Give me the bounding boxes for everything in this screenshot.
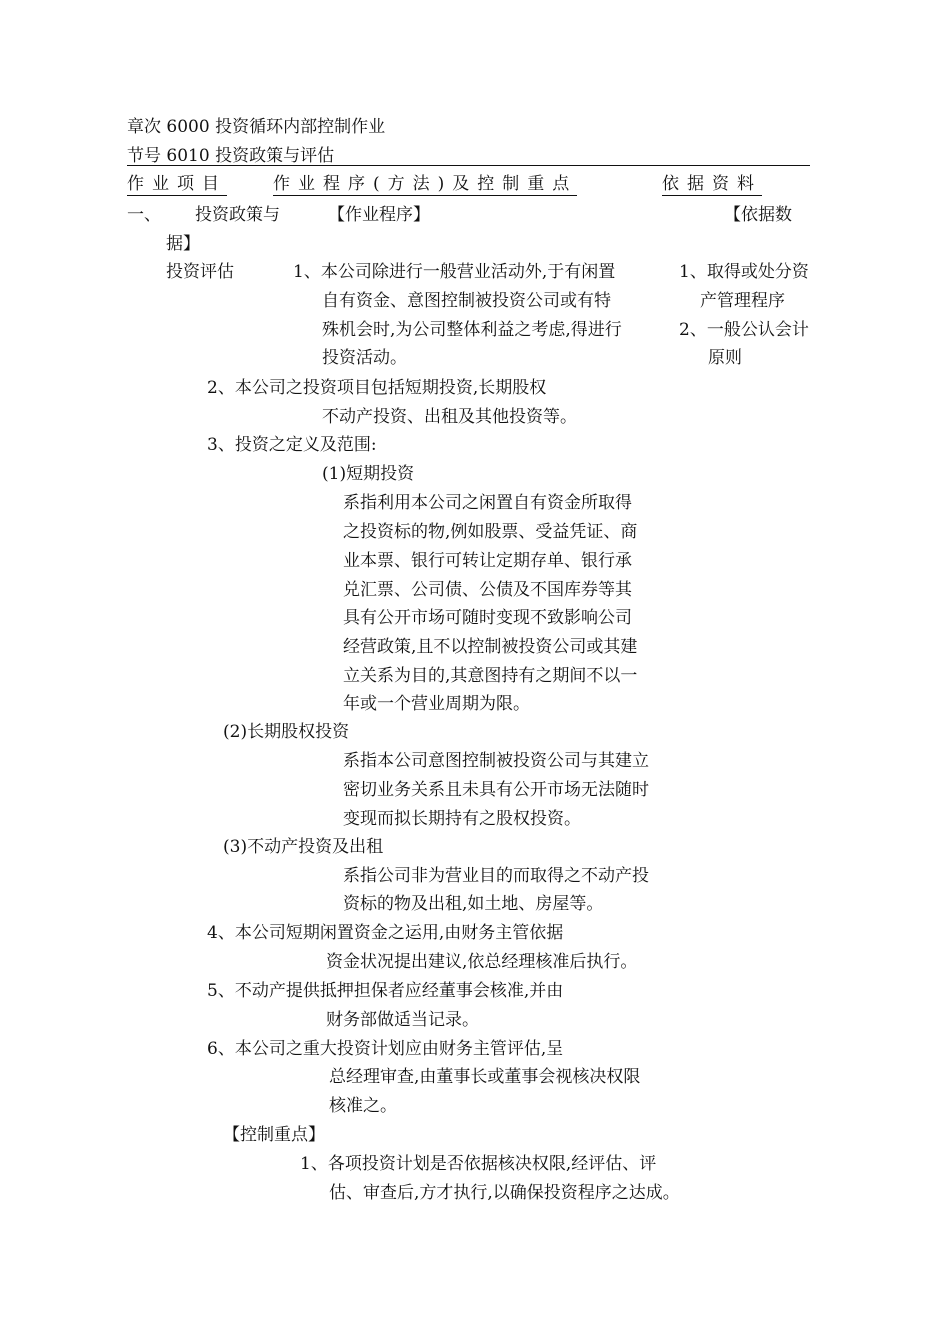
short-term-investment-line: 立关系为目的,其意图持有之期间不以一: [343, 666, 638, 686]
short-term-investment-line: 年或一个营业周期为限。: [343, 694, 530, 714]
short-term-investment-line: 系指利用本公司之闲置自有资金所取得: [343, 493, 632, 513]
procedure-1-line: 1、本公司除进行一般营业活动外,于有闲置: [293, 262, 616, 282]
long-term-equity-title: (2)长期股权投资: [223, 722, 350, 742]
procedure-2-line: 不动产投资、出租及其他投资等。: [322, 407, 577, 427]
procedure-1-line: 自有资金、意图控制被投资公司或有特: [322, 291, 611, 311]
reference-heading: 【依据数: [724, 205, 792, 225]
section-title: 节号 6010 投资政策与评估: [127, 146, 335, 166]
short-term-investment-line: 兑汇票、公司债、公债及不国库券等其: [343, 580, 632, 600]
reference-item-2-cont: 原则: [708, 348, 742, 368]
column-header-item: 作业项目: [127, 174, 227, 194]
procedure-6-line: 总经理审查,由董事长或董事会视核决权限: [329, 1067, 641, 1087]
procedure-2-line: 2、本公司之投资项目包括短期投资,长期股权: [207, 378, 547, 398]
real-estate-title: (3)不动产投资及出租: [223, 837, 384, 857]
header-rule: [127, 165, 810, 166]
procedure-4-line: 资金状况提出建议,依总经理核准后执行。: [326, 952, 638, 972]
item-number: 一、: [127, 205, 161, 225]
control-item-line: 1、各项投资计划是否依据核决权限,经评估、评: [300, 1154, 657, 1174]
item-title-line2: 投资评估: [166, 262, 234, 282]
short-term-investment-line: 业本票、银行可转让定期存单、银行承: [343, 551, 632, 571]
short-term-investment-line: 具有公开市场可随时变现不致影响公司: [343, 608, 632, 628]
long-term-equity-line: 密切业务关系且未具有公开市场无法随时: [343, 780, 649, 800]
column-header-procedure: 作业程序(方法)及控制重点: [273, 174, 578, 194]
procedure-heading: 【作业程序】: [328, 205, 430, 225]
control-heading: 【控制重点】: [223, 1125, 325, 1145]
procedure-6-line: 6、本公司之重大投资计划应由财务主管评估,呈: [207, 1039, 564, 1059]
real-estate-line: 系指公司非为营业目的而取得之不动产投: [343, 866, 649, 886]
short-term-investment-line: 经营政策,且不以控制被投资公司或其建: [343, 637, 638, 657]
item-title-line1: 投资政策与: [195, 205, 280, 225]
real-estate-line: 资标的物及出租,如土地、房屋等。: [343, 894, 604, 914]
column-header-reference: 依据资料: [662, 174, 762, 194]
short-term-investment-title: (1)短期投资: [322, 464, 415, 484]
control-item-line: 估、审查后,方才执行,以确保投资程序之达成。: [329, 1183, 680, 1203]
reference-item-2: 2、一般公认会计: [679, 320, 809, 340]
procedure-3-heading: 3、投资之定义及范围:: [207, 435, 377, 455]
procedure-1-line: 殊机会时,为公司整体利益之考虑,得进行: [322, 320, 622, 340]
reference-item-1: 1、取得或处分资: [679, 262, 809, 282]
procedure-1-line: 投资活动。: [322, 348, 407, 368]
long-term-equity-line: 变现而拟长期持有之股权投资。: [343, 809, 581, 829]
procedure-5-line: 5、不动产提供抵押担保者应经董事会核准,并由: [207, 981, 564, 1001]
reference-heading-cont: 据】: [166, 234, 200, 254]
procedure-5-line: 财务部做适当记录。: [326, 1010, 479, 1030]
short-term-investment-line: 之投资标的物,例如股票、受益凭证、商: [343, 522, 638, 542]
procedure-4-line: 4、本公司短期闲置资金之运用,由财务主管依据: [207, 923, 564, 943]
reference-item-1-cont: 产管理程序: [700, 291, 785, 311]
chapter-title: 章次 6000 投资循环内部控制作业: [127, 117, 386, 137]
procedure-6-line: 核准之。: [329, 1096, 397, 1116]
long-term-equity-line: 系指本公司意图控制被投资公司与其建立: [343, 751, 649, 771]
